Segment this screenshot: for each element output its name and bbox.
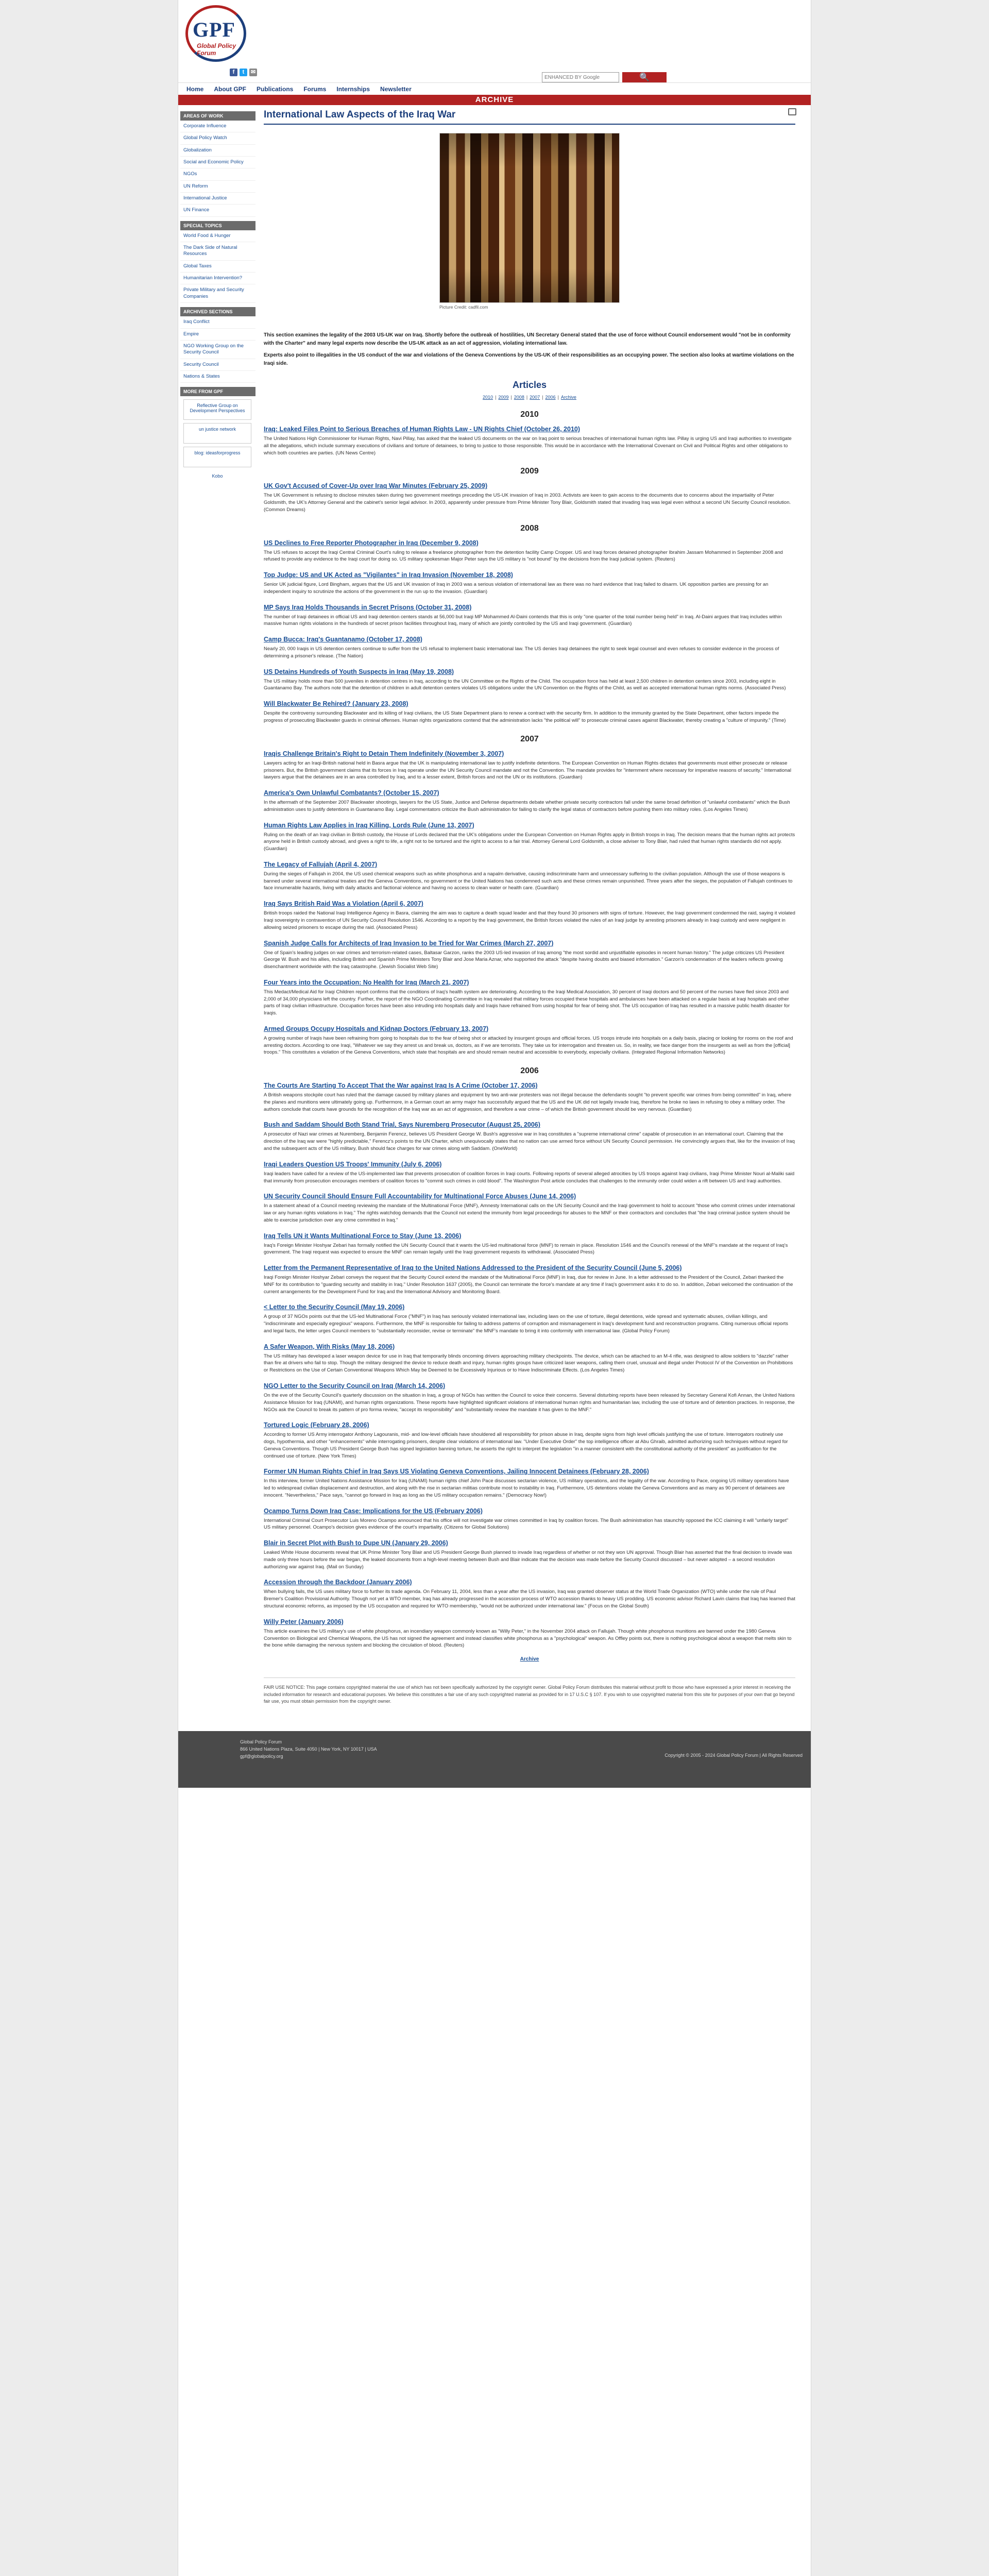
article-title-link[interactable]: Iraq Says British Raid Was a Violation (April 6, 2007) [264,900,423,908]
sidebar-item[interactable]: Social and Economic Policy [180,157,255,168]
year-heading: 2009 [520,467,539,476]
article-summary: When bullying fails, the US uses military force to further its trade agenda. On February 11, 2004, less than a year after the US invasion, Iraq was granted observer status at the World Trade Organization (WTO) while under the rule of Paul Bremer's Coalition Provisional Authority. Though not yet a WTO member, Iraq has already progressed in the accession process of WTO accession thanks to heavy US prodding. US economic advisor Richard Lavin claims that Iraq has learned that structural economic reforms, as imposed by the US occupation and required for WTO membership, "would not be authorized under international law." (Focus on the Global South) [264,1589,795,1609]
intro-paragraph-2: Experts also point to illegalities in the US conduct of the war and violations of the Geneva Conventions by the US-UK of their responsibilities as an occupying power. The section also looks at wartime violations on the Iraqi side. [264,352,794,366]
nav-publications[interactable]: Publications [257,85,294,93]
logo-letters: GPF [193,18,235,41]
sidebar-topics-list [180,230,255,303]
article-title-link[interactable]: US Declines to Free Reporter Photographer in Iraq (December 9, 2008) [264,539,479,547]
nav-about[interactable]: About GPF [214,85,246,93]
year-nav-separator: | [510,395,512,400]
archive-banner: ARCHIVE [178,95,811,105]
sidebar-item[interactable]: Security Council [180,359,255,371]
year-heading: 2010 [520,410,539,419]
article-title-link[interactable]: The Legacy of Fallujah (April 4, 2007) [264,860,378,868]
sidebar-item[interactable]: UN Finance [180,205,255,216]
article-item [264,1302,795,1334]
article-item [264,939,795,971]
archive-link-row [264,1656,795,1662]
nav-newsletter[interactable]: Newsletter [380,85,412,93]
promo-un-justice[interactable]: un justice network [183,423,251,444]
year-nav-link[interactable]: 2008 [514,395,524,400]
article-item [264,570,795,596]
article-item [264,1578,795,1609]
article-item [264,1420,795,1460]
social-links [230,69,257,76]
article-summary: The US refuses to accept the Iraqi Central Criminal Court's ruling to release a freelance photographer from the detention facility Camp Cropper. US and Iraqi forces detained photographer Ibrahim Jassam Mohammed in September 2008 and refused to provide any evidence to the Iraqi court for doing so. US military spokesman Major Peter says the US military is "not bound" by the decisions from the Iraqi judicial system. (Reuters) [264,549,783,563]
article-item [264,603,795,628]
article-item [264,1024,795,1056]
article-title-link[interactable]: Ocampo Turns Down Iraq Case: Implications for the US (February 2006) [264,1507,483,1515]
sidebar-item[interactable]: Globalization [180,145,255,157]
article-item [264,425,795,456]
year-nav-link[interactable]: 2007 [530,395,540,400]
fair-use-notice: FAIR USE NOTICE: This page contains copyrighted material the use of which has not been specifically authorized by the copyright owner. Global Policy Forum distributes this material without profit to those who have expressed a prior interest in receiving the included information for research and educational purposes. We believe this constitutes a fair use of any such copyrighted material as provided for in 17 U.S.C § 107. If you wish to use copyrighted material from this site for purposes of your own that go beyond fair use, you must obtain permission from the copyright owner. [264,1677,795,1705]
article-summary: In this interview, former United Nations Assistance Mission for Iraq (UNAMI) human rights chief John Pace discusses sectarian violence, US military operations, and the legality of the war. According to Pace, ongoing US military operations have led to widespread civilian displacement and destruction, and along with the rise in sectarian militias contribute most to instability in Iraq. Furthermore, US detentions violate the Geneva Conventions and as many as 90 percent of detainees are innocent. "Nevertheless," Pace says, "cannot go forward in Iraq as long as the US military occupation remains." (Democracy Now!) [264,1478,789,1498]
sidebar-item[interactable]: Nations & States [180,371,255,383]
promo-blog[interactable]: blog: ideasforprogress [183,447,251,467]
article-item [264,899,795,931]
article-title-link[interactable]: NGO Letter to the Security Council on Iraq (March 14, 2006) [264,1382,446,1389]
article-summary: This Medact/Medical Aid for Iraqi Children report confirms that the conditions of Iraq's health system are deteriorating. According to the Iraqi Medical Association, 30 percent of Iraqi doctors and 50 percent of the nurses have fled since 2003 and 2,000 of 34,000 physicians left the country. Further, the report of the NGO Coordinating Committee in Iraq revealed that military forces occupied these hospitals and ambulances have been attacked on a regular basis at Iraqi hospitals and other parts of Iraqi civilian infrastructure. Occupation forces have been also intruding into hospitals daily and Iraqis have refrained from using hospital for fear of being shot. The US occupation of Iraq has resulted in a massive public health disaster for Iraqis. [264,989,790,1016]
footer-address: 866 United Nations Plaza, Suite 4050 | New York, NY 10017 | USA [240,1746,377,1752]
article-title-link[interactable]: Accession through the Backdoor (January 2006) [264,1579,412,1586]
archive-link[interactable]: Archive [520,1656,539,1663]
page-title: International Law Aspects of the Iraq War [264,109,795,125]
footer-org: Global Policy Forum [240,1739,282,1744]
facebook-icon[interactable]: f [230,69,237,76]
site-header [178,0,811,82]
article-title-link[interactable]: Bush and Saddam Should Both Stand Trial, Says Nuremberg Prosecutor (August 25, 2006) [264,1121,540,1129]
article-title-link[interactable]: Letter from the Permanent Representative of Iraq to the United Nations Addressed to the President of the Security Council (June 5, 2006) [264,1264,682,1272]
article-summary: The United Nations High Commissioner for Human Rights, Navi Pillay, has asked that the leaked US documents on the war on Iraq point to serious breaches of international human rights law. Pillay is urging US and Iraqi authorities to investigate all the allegations, which include summary executions of civilians and torture of detainees, to bring to justice to those responsible. This would be in accordance with the International Covenant on Civil and Political Rights and other obligations to which both countries are parties. (UN News Centre) [264,436,792,456]
footer-copyright: Copyright © 2005 - 2024 Global Policy Forum | All Rights Reserved [664,1752,803,1758]
year-section [264,467,795,513]
sidebar-item[interactable]: UN Reform [180,181,255,193]
article-item [264,1120,795,1152]
article-item [264,978,795,1017]
article-item [264,1506,795,1532]
article-title-link[interactable]: UN Security Council Should Ensure Full Accountability for Multinational Force Abuses (June 14, 2006) [264,1193,576,1200]
article-item [264,699,795,724]
year-nav-link[interactable]: Archive [560,395,576,400]
sidebar-areas-list [180,121,255,217]
article-item [264,788,795,814]
article-title-link[interactable]: Armed Groups Occupy Hospitals and Kidnap Doctors (February 13, 2007) [264,1025,489,1032]
article-summary: British troops raided the National Iraqi Intelligence Agency in Basra, claiming the aim was to capture a death squad leader and that they found 30 prisoners with signs of torture. However, the Iraqi government condemned the raid, saying it violated Iraqi sovereignty in contravention of UN Security Council Resolution 1546. According to a report by the Iraqi government, the British forces violated the rules of an Iraqi judge by arresting prisoners already in Iraqi custody and were negligent in allowing seized prisoners to escape during the raid. (Associated Press) [264,910,795,930]
sidebar-heading-areas: AREAS OF WORK [180,111,255,121]
main-content [255,105,802,1705]
intro-paragraph-1: This section examines the legality of the 2003 US-UK war on Iraq. Shortly before the outbreak of hostilities, UN Secretary General stated that the use of force without Council endorsement would "not be in conformity with the Charter" and many legal experts now describe the US-UK attack as an act of aggression, violating international law. [264,332,791,346]
year-nav-separator: | [495,395,497,400]
article-item [264,821,795,853]
article-summary: Iraqi leaders have called for a review of the US-implemented law that prevents prosecution of coalition forces in Iraqi courts. Following reports of several alleged atrocities by US troops against Iraqi civilians, Iraqi Prime Minister Nouri al-Maliki said that immunity from prosecution encourages members of coalition forces to "commit such crimes in cold blood". The Washington Post article concludes that challenges to the immunity order could widen a rift between US and Iraqi authorities. [264,1171,795,1184]
sidebar-item[interactable]: Empire [180,329,255,341]
article-summary: In a statement ahead of a Council meeting reviewing the mandate of the Multinational Force (MNF), Amnesty International calls on the UN Security Council and the Iraqi government to hold to account "those who commit crimes under international law or any human rights violations in Iraq." The rights watchdog demands that the Council not extend the immunity from legal proceedings for abuses to the MNF or their contractors and concludes that "the Iraqi criminal justice system should be able to exercise jurisdiction over any crime committed in Iraq." [264,1203,795,1223]
article-summary: A growing number of Iraqis have been refraining from going to hospitals due to the fear of being shot or attacked by insurgent groups and official forces. US troops intrude into hospitals on a daily basis, placing or looking for rooms on the roof and arresting doctors. According to one Iraqi, "Whatever we say they arrest us and break us, doctors, as if we are terrorists. They take us for interrogation and threaten us. So, in reality, we face danger from the insurgents as well as from the [official] troops." This constitutes a violation of the Geneva Conventions, which state that hospitals are and should remain neutral and accessible to everybody, especially civilians. (Integrated Regional Information Networks) [264,1035,793,1056]
sidebar-item[interactable]: International Justice [180,193,255,205]
article-title-link[interactable]: Blair in Secret Plot with Bush to Dupe UN (January 29, 2006) [264,1539,448,1547]
sidebar-item[interactable]: Private Military and Security Companies [180,284,255,303]
article-summary: Iraqi Foreign Minister Hoshyar Zebari conveys the request that the Security Council extend the mandate of the Multinational Force (MNF) in Iraq, due for review in June. In a letter addressed to the President of the Council, Zebari thanked the MNF for its contribution to "guarding security and stability in Iraq." Under Resolution 1637 (2005), the Council can terminate the force's mandate at any time if Iraq's government asks it to do so. In addition, Zebari welcomed the continuation of the current arrangements for the Development Fund for Iraq and the International Advisory and Monitoring Board. [264,1275,793,1295]
article-item [264,481,795,513]
sidebar-item[interactable]: Global Policy Watch [180,132,255,144]
article-summary: The number of Iraqi detainees in official US and Iraqi detention centers stands at 56,000 but Iraqi MP Mohammed Al-Daini contends that this is only "one quarter of the total number being held" in Iraq. Al-Daini argues that Iraq includes within massive human rights violations in the hundreds of secret prison facilities throughout Iraq, many of which are jointly controlled by the US and Iraqi government. (Guardian) [264,614,782,627]
sidebar-item[interactable]: Global Taxes [180,261,255,273]
article-summary: The US military has developed a laser weapon device for use in Iraq that temporarily blinds oncoming drivers approaching military checkpoints. The device, which can be attached to an M-4 rifle, was designed to allow soldiers to "dazzle" rather than fire at drivers who fail to stop. Though the military designed the device to reduce death and injury, human rights groups have criticized laser weapons, calling them cruel, unusual and illegal under Protocol IV of the Convention on Prohibitions or Restrictions on the Use of Certain Conventional Weapons Which May be Deemed to be Excessively Injurious or to Have Indiscriminate Effects. (Los Angeles Times) [264,1353,793,1374]
article-title-link[interactable]: < Letter to the Security Council (May 19, 2006) [264,1303,405,1311]
year-nav-link[interactable]: 2006 [545,395,556,400]
article-summary: Ruling on the death of an Iraqi civilian in British custody, the House of Lords declared that the UK's obligations under the European Convention on Human Rights apply in British troops in Iraq. The decision means that the human rights act protects anyone held in British custody abroad, and gives a right to life, a right not to be tortured and the right to access to a fair trial. Attorney General Lord Goldsmith, a close adviser to Tony Blair, had ruled that human rights standards did not apply. (Guardian) [264,832,795,852]
year-nav-separator: | [526,395,528,400]
search-input[interactable] [542,72,619,82]
search-box [542,72,667,82]
article-item [264,749,795,781]
footer-email[interactable]: gpf@globalpolicy.org [240,1754,283,1759]
article-summary: Senior UK judicial figure, Lord Bingham, argues that the US and UK invasion of Iraq in 2003 was a serious violation of international law as there was no hard evidence that Iraq failed to disarm. UK opposition parties are pressing for an independent inquiry to scrutinize the actions of the government in the run up to the invasion. (Guardian) [264,582,769,595]
article-item [264,538,795,564]
sidebar-heading-more: MORE FROM GPF [180,387,255,396]
article-summary: A group of 37 NGOs points out that the US-led Multinational Force ("MNF") in Iraq has seriously violated international law, including laws on the use of torture, illegal detentions, wide spread and systematic abuses, civilian killings, and "indiscriminate and especially egregious" weapons. Furthermore, the MNF is responsible for failing to address patterns of corruption and mismanagement in Iraq's development fund and reconstruction programs. Citing numerous official reports and legal facts, the letter urges Council members to "substantially reconsider, revise or terminate" the MNF's mandate to bring it into conformity with international law. (Global Policy Forum) [264,1314,789,1334]
sidebar-item[interactable]: The Dark Side of Natural Resources [180,242,255,261]
year-nav [264,395,795,400]
article-item [264,1231,795,1257]
article-title-link[interactable]: Willy Peter (January 2006) [264,1618,344,1625]
article-title-link[interactable]: Spanish Judge Calls for Architects of Iraq Invasion to be Tried for War Crimes (March 27, 2007) [264,939,554,947]
article-summary: This article examines the US military's use of white phosphorus, an incendiary weapon commonly known as "Willy Peter," in the November 2004 attack on Fallujah. Though white phosphorus munitions are banned under the 1980 Geneva Convention on Biological and Chemical Weapons, the US has not signed the agreement and instead classifies white phosphorus as a "psychological" weapon. As Offley points out, there is nothing psychological about a weapon that melts skin to the bone while damaging the nervous system and blocking the circulation of blood. (Reuters) [264,1628,792,1649]
article-summary: In the aftermath of the September 2007 Blackwater shootings, lawyers for the US State, Justice and Defense departments debate whether private security contractors fall under the same broad definition of "unlawful combatants" which the Bush administration uses to justify detentions in Guantanamo Bay. Legal commentators criticize the Bush administration for failing to clarify the legal status of contractors before pushing them into military roles. (Los Angeles Times) [264,800,790,812]
article-summary: International Criminal Court Prosecutor Luis Moreno Ocampo announced that his office will not investigate war crimes committed in Iraq by coalition forces. The Bush administration has staunchly opposed the ICC claiming it will "unfairly target" US military personnel. Ocampo's decision gives evidence of the court's impartiality. (Citizens for Global Solutions) [264,1517,789,1531]
article-title-link[interactable]: Tortured Logic (February 28, 2006) [264,1421,369,1429]
year-nav-separator: | [542,395,543,400]
nav-forums[interactable]: Forums [303,85,327,93]
year-heading: 2007 [520,734,539,743]
article-title-link[interactable]: A Safer Weapon, With Risks (May 18, 2006) [264,1343,395,1350]
sidebar-archived-list [180,316,255,383]
hero-image-books [439,133,620,303]
article-title-link[interactable]: Camp Bucca: Iraq's Guantanamo (October 17, 2008) [264,636,422,643]
article-title-link[interactable]: The Courts Are Starting To Accept That the War against Iraq Is A Crime (October 17, 2006) [264,1082,538,1090]
article-summary: One of Spain's leading judges on war crimes and terrorism-related cases, Baltasar Garzon, ranks the 2003 US-led invasion of Iraq among "the most sordid and unjustifiable episodes in recent human history." The judge criticizes US President George W. Bush and his allies, including British and Spanish Prime Ministers Tony Blair and Jose Maria Aznar, who supported the attack "despite having doubts and biased information." Garzon's condemnation of the leaders reflects growing disenchantment worldwide with the Iraq catastrophe. (Jewish Socialist Web Site) [264,950,785,970]
article-title-link[interactable]: Iraqi Leaders Question US Troops' Immunity (July 6, 2006) [264,1160,442,1168]
article-title-link[interactable]: Iraqis Challenge Britain's Right to Detain Them Indefinitely (November 3, 2007) [264,750,504,757]
article-item [264,667,795,692]
article-title-link[interactable]: Former UN Human Rights Chief in Iraq Says US Violating Geneva Conventions, Jailing Innocent Detainees (February 28, 2006) [264,1468,649,1476]
promo-kobo[interactable]: Kobo [212,473,223,479]
article-title-link[interactable]: Top Judge: US and UK Acted as "Vigilantes" in Iraq Invasion (November 18, 2008) [264,571,513,579]
article-summary: Leaked White House documents reveal that UK Prime Minister Tony Blair and US President George Bush planned to invade Iraq regardless of whether or not they won UN approval. Though Blair has asserted that the final decision to invade was made only three hours before the war began, the leaked documents from a high-level meeting between Bush and Blair indicate that the decision was made before the Security Council discussed – but never adopted – a second resolution authorizing war against Iraq. (Mail on Sunday) [264,1550,792,1570]
articles-heading: Articles [512,380,547,390]
year-section [264,524,795,724]
article-summary: The UK Government is refusing to disclose minutes taken during two government meetings preceding the US-UK invasion of Iraq in 2003. Activists are keen to gain access to the documents due to concerns about the impartiality of Peter Goldsmith, the UK's Attorney General and the cabinet's senior legal advisor. In 2003, apparently under pressure from Prime Minister Tony Blair, Goldsmith stated that invading Iraq was legal even without a second UN Security Council resolution. (Common Dreams) [264,493,791,513]
gpf-logo[interactable] [185,5,246,62]
article-title-link[interactable]: Iraq Tells UN it Wants Multinational Force to Stay (June 13, 2006) [264,1232,462,1240]
article-title-link[interactable]: UK Gov't Accused of Cover-Up over Iraq War Minutes (February 25, 2009) [264,482,488,490]
article-summary: On the eve of the Security Council's quarterly discussion on the situation in Iraq, a group of NGOs has written the Council to voice their concerns. Several disturbing reports have been released by Secretary General Kofi Annan, the United Nations Assistance Mission for Iraq (UNAMI), and human rights organizations. These reports have highlighted significant violations of international human rights and humanitarian law, including the use of torture and of detention practices. In response, the NGOs ask the Council to break its pattern of pro forma review, "accept its responsibility" and "substantially review the mandate it has given to the MNF." [264,1393,795,1413]
promo-reflective-group[interactable]: Reflective Group on Development Perspectives [183,399,251,420]
article-item [264,1538,795,1570]
article-title-link[interactable]: MP Says Iraq Holds Thousands in Secret Prisons (October 31, 2008) [264,603,472,611]
sidebar-item[interactable]: Iraq Conflict [180,316,255,328]
article-summary: Iraq's Foreign Minister Hoshyar Zebari has formally notified the UN Security Council that it wants the US-led multinational force (MNF) to remain in place. Resolution 1546 and the Council's renewal of the MNF's mandate at the request of Iraq's government. The Iraqi request was expected to ensure the MNF can remain legally until the Iraqi government requests its withdrawal. (Associated Press) [264,1242,788,1256]
page [178,0,811,2576]
article-item [264,1381,795,1413]
logo-subtitle: Global Policy Forum [197,42,236,57]
article-summary: The US military holds more than 500 juveniles in detention centres in Iraq, according to the UN Committee on the Rights of the Child. The occupation force has held at least 2,500 children in detention centers since 2003, including eight in Guantanamo Bay. The authors note that the detention of children in adult detention centers violates US obligations under the UN Convention on the Rights of the Child, as well as accepted international human rights norms. (Associated Press) [264,678,786,691]
main-nav [178,82,811,95]
article-item [264,1263,795,1295]
nav-home[interactable]: Home [186,85,204,93]
article-title-link[interactable]: Four Years into the Occupation: No Health for Iraq (March 21, 2007) [264,978,469,986]
year-nav-link[interactable]: 2010 [483,395,493,400]
article-item [264,1467,795,1499]
nav-internships[interactable]: Internships [336,85,370,93]
article-item [264,1192,795,1224]
article-summary: Lawyers acting for an Iraqi-British national held in Basra argue that the UK is manipulating international law to justify indefinite detentions. The European Convention on Human Rights dictates that governments must either prosecute or release prisoners. But, the British government claims that its forces in Iraq operate under the UN Security Council mandate and not the Convention. The mandate provides for "internment where necessary for imperative reasons of security." International lawyers argue that the detainees are in an area controlled by Iraq, and to a lesser extent, British forces and not the UN or its institutions. (Guardian) [264,760,791,781]
sidebar-heading-archived: ARCHIVED SECTIONS [180,307,255,316]
article-summary: Nearly 20, 000 Iraqis in US detention centers continue to suffer from the US refusal to implement basic international law. The US denies Iraqi detainees the right to seek legal counsel and even refuses to consider evidence in the process of determining a prisoner's release. (The Nation) [264,646,779,659]
year-section [264,410,795,456]
article-summary: According to former US Army interrogator Anthony Lagouranis, mid- and low-level officials have shouldered all responsibility for prison abuse in Iraq, despite signs from high level officials justifying the use of torture. Interrogators routinely use dogs, hypothermia, and other "enhancements" while interrogating prisoners, despite clear violations of international law. "Under Executive Order" the top intelligence officer at Abu Ghraib, admitted authorizing such techniques without regard for Geneva Conventions. Though US President George Bush has signed legislation banning torture, he asserts the right to interpret the legislation "in a manner consistent with the constitutional authority of the president" as justification for the continued use of torture. (New York Times) [264,1432,788,1459]
year-section [264,1066,795,1649]
article-title-link[interactable]: America's Own Unlawful Combatants? (October 15, 2007) [264,789,439,797]
sidebar-item[interactable]: Corporate Influence [180,121,255,132]
year-nav-separator: | [557,395,559,400]
sidebar-item[interactable]: World Food & Hunger [180,230,255,242]
article-summary: A British weapons stockpile court has ruled that the damage caused by military planes and equipment by two anti-war protesters was not illegal because the defendants sought "to prevent specific war crimes from being committed" in Iraq, where the planes and munitions were ultimately going up. Furthermore, in a German court an army major has successfully argued that the US and the UK did not legally invade Iraq, therefore he broke no laws in refusing to obey a military order. The authors conclude that courts have grounds for the recognition of the Iraq war as an act of aggression, and therefore a war crime – of which the British government should be very nervous. (Guardian) [264,1092,792,1112]
article-item [264,635,795,660]
article-item [264,1617,795,1649]
year-nav-link[interactable]: 2009 [498,395,509,400]
year-heading: 2006 [520,1066,539,1076]
print-icon[interactable] [788,108,796,115]
year-section [264,735,795,1056]
article-item [264,1081,795,1113]
article-title-link[interactable]: Iraq: Leaked Files Point to Serious Breaches of Human Rights Law - UN Rights Chief (October 26, 2010) [264,426,581,433]
sidebar [178,105,255,1705]
article-list [264,410,795,1649]
article-title-link[interactable]: US Detains Hundreds of Youth Suspects in Iraq (May 19, 2008) [264,668,454,675]
article-summary: A prosecutor of Nazi war crimes at Nuremberg, Benjamin Ferencz, believes US President George W. Bush's aggressive war in Iraq constitutes a "supreme international crime" capable of prosecution in an international court. Claiming that the direction of the Iraq war were "highly predictable," Ferencz's points to the UN Charter, which unequivocally states that no nation can use armed force without UN Security Council permission. He convincingly argues that, like for the invasion of Iraq and the subsequent acts of the US military, Bush should face charges for war crimes along with Saddam. (OneWorld) [264,1131,795,1151]
search-button[interactable]: 🔍 [622,72,667,82]
sidebar-item[interactable]: NGOs [180,168,255,180]
article-title-link[interactable]: Human Rights Law Applies in Iraq Killing, Lords Rule (June 13, 2007) [264,821,474,829]
article-item [264,1342,795,1374]
article-item [264,860,795,892]
picture-credit: Picture Credit: cadfil.com [439,304,488,310]
article-summary: Despite the controversy surrounding Blackwater and its killing of Iraqi civilians, the US State Department plans to renew a contract with the security firm. In addition to the immunity granted by the State Department, other factors impede the progress of prosecuting Blackwater guards in criminal offenses. Human rights organizations contend that the administration lacks "the political will" to prosecute criminal cases against Blackwater, thereby creating a "culture of impunity." (Time) [264,710,786,724]
email-icon[interactable]: ✉ [249,69,257,76]
year-heading: 2008 [520,523,539,533]
article-title-link[interactable]: Will Blackwater Be Rehired? (January 23, 2008) [264,700,408,708]
sidebar-item[interactable]: NGO Working Group on the Security Council [180,341,255,359]
article-item [264,1160,795,1185]
article-summary: During the sieges of Fallujah in 2004, the US used chemical weapons such as white phosphorus and a napalm derivative, causing indiscriminate harm and unnecessary suffering to the civilian population. Although the use of those weapons is banned under several international treaties and the Geneva Conventions, no government or the United Nations has condemned such acts and these crimes remain unpunished. Three years after the sieges, the population of Fallujah continues to face innumerable hazards, living with daily attacks and factional violence and having no access to clean water or health care. (Guardian) [264,871,793,891]
section-intro [264,331,795,367]
sidebar-heading-topics: SPECIAL TOPICS [180,221,255,230]
twitter-icon[interactable]: t [240,69,247,76]
site-footer [178,1731,811,1788]
sidebar-item[interactable]: Humanitarian Intervention? [180,273,255,284]
